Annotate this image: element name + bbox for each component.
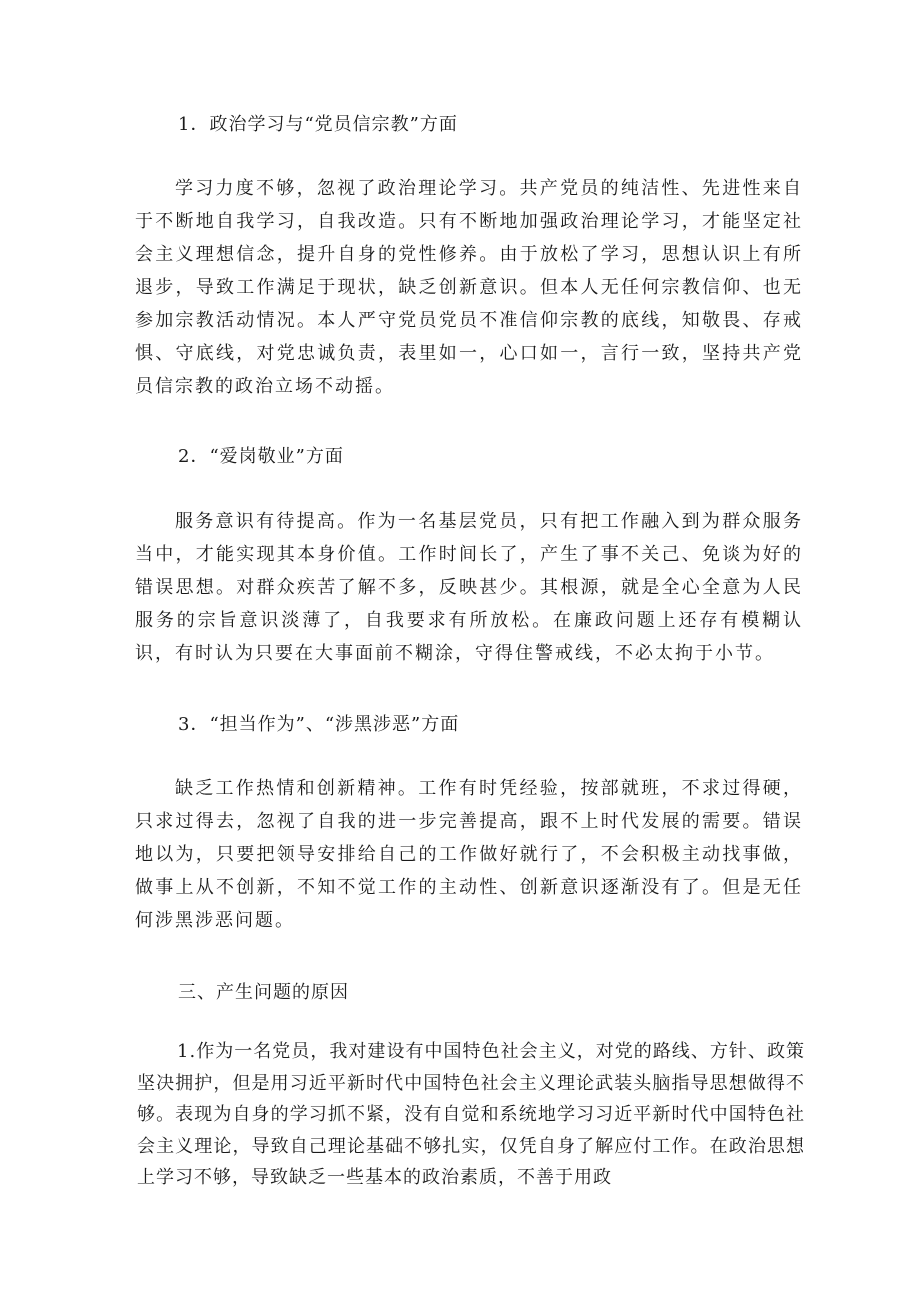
section-heading-1: 1．政治学习与“党员信宗教”方面 xyxy=(178,114,458,135)
section-paragraph-1: 学习力度不够，忽视了政治理论学习。共产党员的纯洁性、先进性来自于不断地自我学习，自我改造。只有不断地加强政治理论学习，才能坚定社会主义理想信念，提升自身的党性修养。由于放松了学习，思想认识上有所退步，导致工作满足于现状，缺乏创新意识。但本人无任何宗教信仰、也无参加宗教活动情况。本人严守党员党员不准信仰宗教的底线，知敬畏、存戒惧、守底线，对党忠诚负责，表里如一，心口如一，言行一致，坚持共产党员信宗教的政治立场不动摇。 xyxy=(135,178,803,397)
section-paragraph-2: 服务意识有待提高。作为一名基层党员，只有把工作融入到为群众服务当中，才能实现其本身价值。工作时间长了，产生了事不关己、免谈为好的错误思想。对群众疾苦了解不多，反映甚少。其根源，就是全心全意为人民服务的宗旨意识淡薄了，自我要求有所放松。在廉政问题上还存有模糊认识，有时认为只要在大事面前不糊涂，守得住警戒线，不必太拘于小节。 xyxy=(135,511,803,664)
section-paragraph-4: 1.作为一名党员，我对建设有中国特色社会主义，对党的路线、方针、政策坚决拥护，但是用习近平新时代中国特色社会主义理论武装头脑指导思想做得不够。表现为自身的学习抓不紧，没有自觉和系统地学习习近平新时代中国特色社会主义理论，导致自己理论基础不够扎实，仅凭自身了解应付工作。在政治思想上学习不够，导致缺乏一些基本的政治素质，不善于用政 xyxy=(137,1041,805,1188)
section-heading-2: 2．“爱岗敬业”方面 xyxy=(178,446,344,467)
section-heading-3: 3．“担当作为”、“涉黑涉恶”方面 xyxy=(178,714,460,735)
section-heading-4: 三、产生问题的原因 xyxy=(178,982,349,1003)
section-paragraph-3: 缺乏工作热情和创新精神。工作有时凭经验，按部就班，不求过得硬，只求过得去，忽视了自我的进一步完善提高，跟不上时代发展的需要。错误地以为，只要把领导安排给自己的工作做好就行了，不会积极主动找事做，做事上从不创新，不知不觉工作的主动性、创新意识逐渐没有了。但是无任何涉黑涉恶问题。 xyxy=(135,778,803,931)
